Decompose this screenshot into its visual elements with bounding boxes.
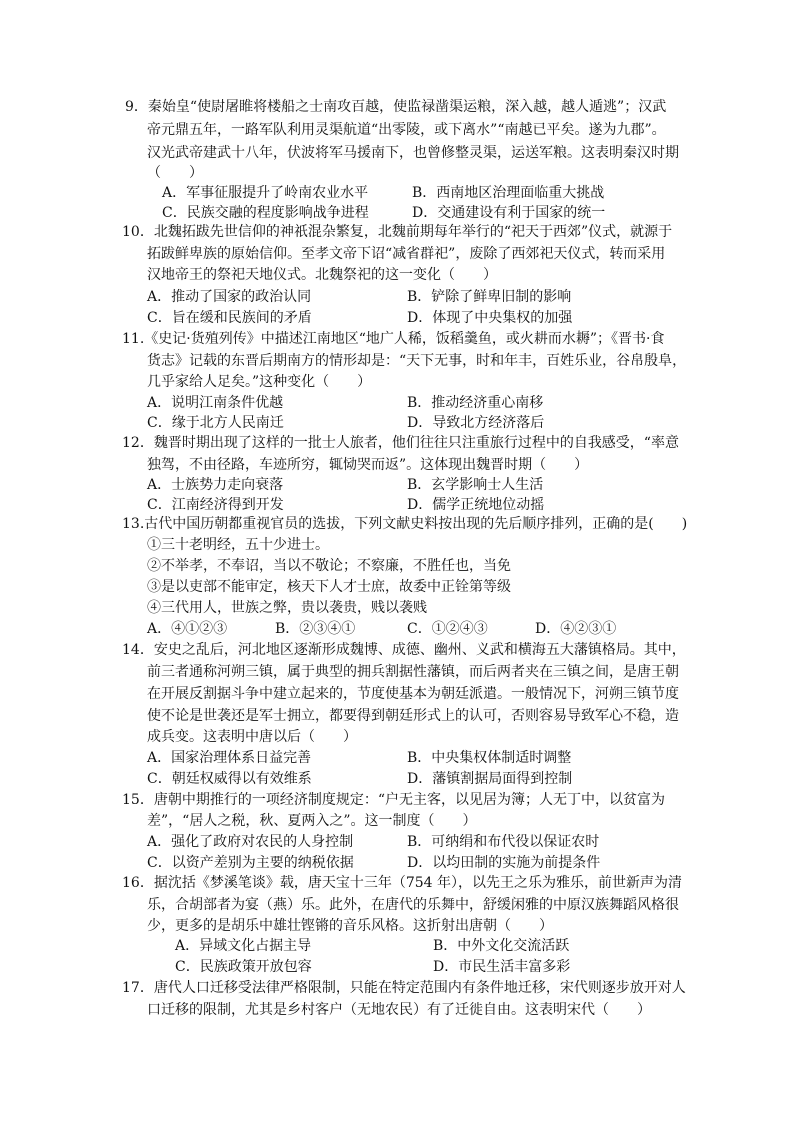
question-text: 15．唐朝中期推行的一项经济制度规定：“户无主客，以见居为簿；人无丁中，以贫富为 bbox=[122, 792, 665, 808]
option-a: A．士族势力走向衰落 bbox=[147, 477, 284, 493]
option-d: D．以均田制的实施为前提条件 bbox=[407, 855, 601, 871]
option-b: B．②③④① bbox=[275, 621, 356, 637]
question-text: 14．安史之乱后，河北地区逐渐形成魏博、成德、幽州、义武和横海五大藩镇格局。其中， bbox=[122, 642, 686, 658]
option-row bbox=[147, 475, 707, 495]
option-row bbox=[147, 832, 707, 852]
option-row bbox=[147, 413, 707, 433]
option-row bbox=[162, 183, 722, 203]
question-text: 16．据沈括《梦溪笔谈》载，唐天宝十三年（754 年），以先王之乐为雅乐，前世新声为清 bbox=[122, 875, 682, 891]
option-row bbox=[175, 936, 735, 956]
question-text: 货志》记载的东晋后期南方的情形却是：“天下无事，时和年丰，百姓乐业，谷帛殷阜， bbox=[147, 353, 687, 369]
option-d: D．④②③① bbox=[535, 621, 617, 637]
question-text: 9．秦始皇“使尉屠睢将楼船之士南攻百越，使监禄凿渠运粮，深入越，越人遁逃”；汉武 bbox=[125, 99, 667, 115]
question-text: 差”，“居人之税，秋、夏两入之”。这一制度（ ） bbox=[147, 813, 477, 829]
question-text: 几乎家给人足矣。”这种变化（ ） bbox=[147, 374, 372, 390]
source-item-4: ④三代用人，世族之弊，贵以袭贵，贱以袭贱 bbox=[147, 600, 427, 616]
option-d: D．儒学正统地位动摇 bbox=[407, 497, 545, 513]
option-d: D．藩镇割据局面得到控制 bbox=[407, 771, 573, 787]
option-row bbox=[147, 308, 707, 328]
option-c: C．民族政策开放包容 bbox=[175, 959, 312, 975]
option-row bbox=[147, 619, 747, 639]
option-row bbox=[175, 957, 735, 977]
option-b: B．铲除了鲜卑旧制的影响 bbox=[407, 289, 572, 305]
option-row bbox=[162, 203, 722, 223]
question-text: 乐，合胡部者为宴（燕）乐。此外，在唐代的乐舞中，舒缓闲雅的中原汉族舞蹈风格很 bbox=[147, 897, 679, 913]
option-a: A．国家治理体系日益完善 bbox=[147, 750, 312, 766]
option-b: B．可纳绢和布代役以保证农时 bbox=[407, 834, 600, 850]
option-d: D．市民生活丰富多彩 bbox=[433, 959, 571, 975]
option-b: B．中央集权体制适时调整 bbox=[407, 750, 572, 766]
question-text: 汉地帝王的祭祀天地仪式。北魏祭祀的这一变化（ ） bbox=[147, 267, 497, 283]
question-text: 13.古代中国历朝都重视官员的选拔，下列文献史料按出现的先后顺序排列，正确的是( ) bbox=[122, 516, 688, 532]
option-b: B．玄学影响士人生活 bbox=[407, 477, 544, 493]
option-row bbox=[147, 748, 707, 768]
question-text: 少，更多的是胡乐中雄壮铿锵的音乐风格。这折射出唐朝（ ） bbox=[147, 918, 553, 934]
question-text: 17．唐代人口迁移受法律严格限制，只能在特定范围内有条件地迁移，宋代则逐步放开对人 bbox=[122, 980, 686, 996]
source-item-3: ③是以吏部不能审定，核天下人才士庶，故委中正铨第等级 bbox=[147, 579, 511, 595]
option-c: C．江南经济得到开发 bbox=[147, 497, 284, 513]
question-text: 10．北魏拓跋先世信仰的神祇混杂繁复，北魏前期每年举行的“祀天于西郊”仪式，就源于 bbox=[122, 224, 673, 240]
option-a: A．④①②③ bbox=[147, 621, 228, 637]
option-c: C．民族交融的程度影响战争进程 bbox=[162, 205, 369, 221]
option-a: A．说明江南条件优越 bbox=[147, 395, 284, 411]
question-text: 使不论是世袭还是军士拥立，都要得到朝廷形式上的认可，否则容易导致军心不稳，造 bbox=[147, 708, 679, 724]
option-a: A．军事征服提升了岭南农业水平 bbox=[162, 185, 369, 201]
option-row bbox=[147, 769, 707, 789]
source-item-1: ①三十老明经，五十少进士。 bbox=[147, 537, 329, 553]
question-text: 口迁移的限制，尤其是乡村客户（无地农民）有了迁徙自由。这表明宋代（ ） bbox=[147, 1002, 651, 1018]
option-b: B．推动经济重心南移 bbox=[407, 395, 544, 411]
question-text: 在开展反割据斗争中建立起来的，节度使基本为朝廷派遣。一般情况下，河朔三镇节度 bbox=[147, 686, 679, 702]
question-text: 汉光武帝建武十八年，伏波将军马援南下，也曾修整灵渠，运送军粮。这表明秦汉时期 bbox=[147, 145, 679, 161]
question-text: 独驾，不由径路，车迹所穷，辄恸哭而返”。这体现出魏晋时期（ ） bbox=[147, 457, 589, 473]
question-text: 帝元鼎五年，一路军队利用灵渠航道“出零陵，或下离水”“南越已平矣。遂为九郡”。 bbox=[147, 122, 666, 138]
option-c: C．朝廷权威得以有效维系 bbox=[147, 771, 312, 787]
option-c: C．以资产差别为主要的纳税依据 bbox=[147, 855, 354, 871]
option-b: B．中外文化交流活跃 bbox=[433, 938, 570, 954]
source-item-2: ②不举孝，不奉诏，当以不敬论；不察廉，不胜任也，当免 bbox=[147, 558, 511, 574]
option-row bbox=[147, 287, 707, 307]
question-text: 11.《史记·货殖列传》中描述江南地区“地广人稀，饭稻羹鱼，或火耕而水耨”；《晋书·食 bbox=[122, 331, 665, 347]
option-c: C．缘于北方人民南迁 bbox=[147, 415, 284, 431]
question-text: 成兵变。这表明中唐以后（ ） bbox=[147, 729, 357, 745]
option-d: D．导致北方经济落后 bbox=[407, 415, 545, 431]
option-a: A．异域文化占据主导 bbox=[175, 938, 312, 954]
option-d: D．体现了中央集权的加强 bbox=[407, 310, 573, 326]
option-row bbox=[147, 393, 707, 413]
option-c: C．①②④③ bbox=[407, 621, 488, 637]
question-text: 12．魏晋时期出现了这样的一批士人旅者，他们往往只注重旅行过程中的自我感受，“率意 bbox=[122, 435, 679, 451]
answer-blank: （ ） bbox=[147, 165, 203, 181]
option-c: C．旨在缓和民族间的矛盾 bbox=[147, 310, 312, 326]
option-a: A．推动了国家的政治认同 bbox=[147, 289, 312, 305]
question-text: 拓跋鲜卑族的原始信仰。至孝文帝下诏“减省群祀”，废除了西郊祀天仪式，转而采用 bbox=[147, 246, 666, 262]
question-text: 前三者通称河朔三镇，属于典型的拥兵割据性藩镇，而后两者夹在三镇之间，是唐王朝 bbox=[147, 664, 679, 680]
option-a: A．强化了政府对农民的人身控制 bbox=[147, 834, 354, 850]
option-row bbox=[147, 853, 707, 873]
option-b: B．西南地区治理面临重大挑战 bbox=[412, 185, 605, 201]
option-d: D．交通建设有利于国家的统一 bbox=[412, 205, 606, 221]
option-row bbox=[147, 495, 707, 515]
